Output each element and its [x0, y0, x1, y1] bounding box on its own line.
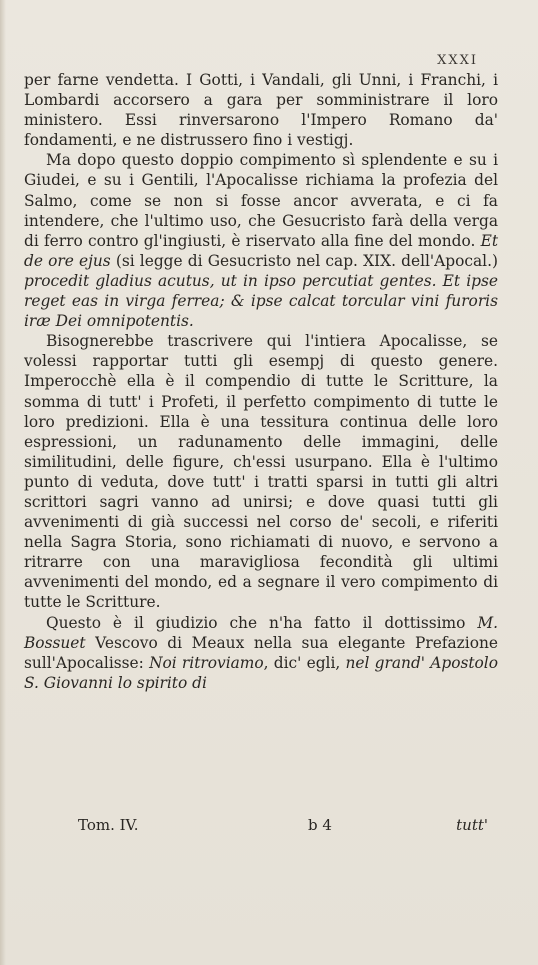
text-run: Vescovo di Meaux nella sua elegante Prefazione sull'Apocalisse:: [24, 633, 498, 672]
catchword: tutt': [456, 816, 488, 834]
paragraph-3: [24, 331, 498, 612]
italic-text-run: Et de ore ejus: [24, 231, 498, 270]
tome-label: Tom. IV.: [78, 816, 139, 834]
paragraph-4: [24, 613, 498, 693]
page-edge-shadow: [0, 0, 6, 965]
italic-text-run: Noi ritroviamo: [149, 653, 264, 672]
paragraph-1: [24, 70, 498, 150]
page-number: XXXI: [437, 53, 478, 68]
italic-text-run: procedit gladius acutus, ut in ipso percutiat gentes. Et ipse reget eas in virga ferrea; & ipse calcat torcular vini furoris iræ Dei omnipotentis.: [24, 271, 498, 331]
page-footer: [78, 816, 498, 838]
italic-text-run: nel grand' Apostolo S. Giovanni lo spirito di: [24, 653, 498, 692]
text-run: Bisognerebbe trascrivere qui l'intiera Apocalisse, se volessi rapportar tutti gli esempj di questo genere. Imperocchè ella è il compendio di tutte le Scritture, la somma di tutt' i Profeti, il perfetto compimento di tutte le loro predizioni. Ella è una tessitura continua delle loro espressioni, un radunamento delle immagini, delle similitudini, delle figure, ch'essi usurpano. Ella è l'ultimo punto di veduta, dove tutt' i tratti sparsi in tutti gli altri scrittori sagri vanno ad unirsi; e dove quasi tutti gli avvenimenti di già successi nel corso de' secoli, e riferiti nella Sagra Storia, sono richiamati di nuovo, e servono a ritrarre con una maravigliosa fecondità gli ultimi avvenimenti del mondo, ed a segnare il vero compimento di tutte le Scritture.: [24, 332, 498, 612]
text-run: per farne vendetta. I Gotti, i Vandali, gli Unni, i Franchi, i Lombardi accorsero a gara per somministrare il loro ministero. Essi rinversarono l'Impero Romano da' fondamenti, e ne distrussero fino i vestigj.: [24, 71, 498, 150]
italic-text-run: M. Bossuet: [24, 613, 498, 652]
text-run: Questo è il giudizio che n'ha fatto il dottissimo: [46, 613, 478, 632]
body-text: [24, 70, 498, 693]
text-run: , dic' egli,: [263, 653, 346, 672]
text-run: Ma dopo questo doppio compimento sì splendente e su i Giudei, e su i Gentili, l'Apocalisse richiama la profezia del Salmo, come se non si fosse ancor avverata, e ci fa intendere, che l'ultimo uso, che Gesucristo farà della verga di ferro contro gl'ingiusti, è riservato alla fine del mondo.: [24, 151, 498, 250]
paragraph-2: [24, 150, 498, 331]
signature-mark: b 4: [308, 816, 332, 834]
text-run: (si legge di Gesucristo nel cap. XIX. dell'Apocal.): [110, 251, 499, 270]
